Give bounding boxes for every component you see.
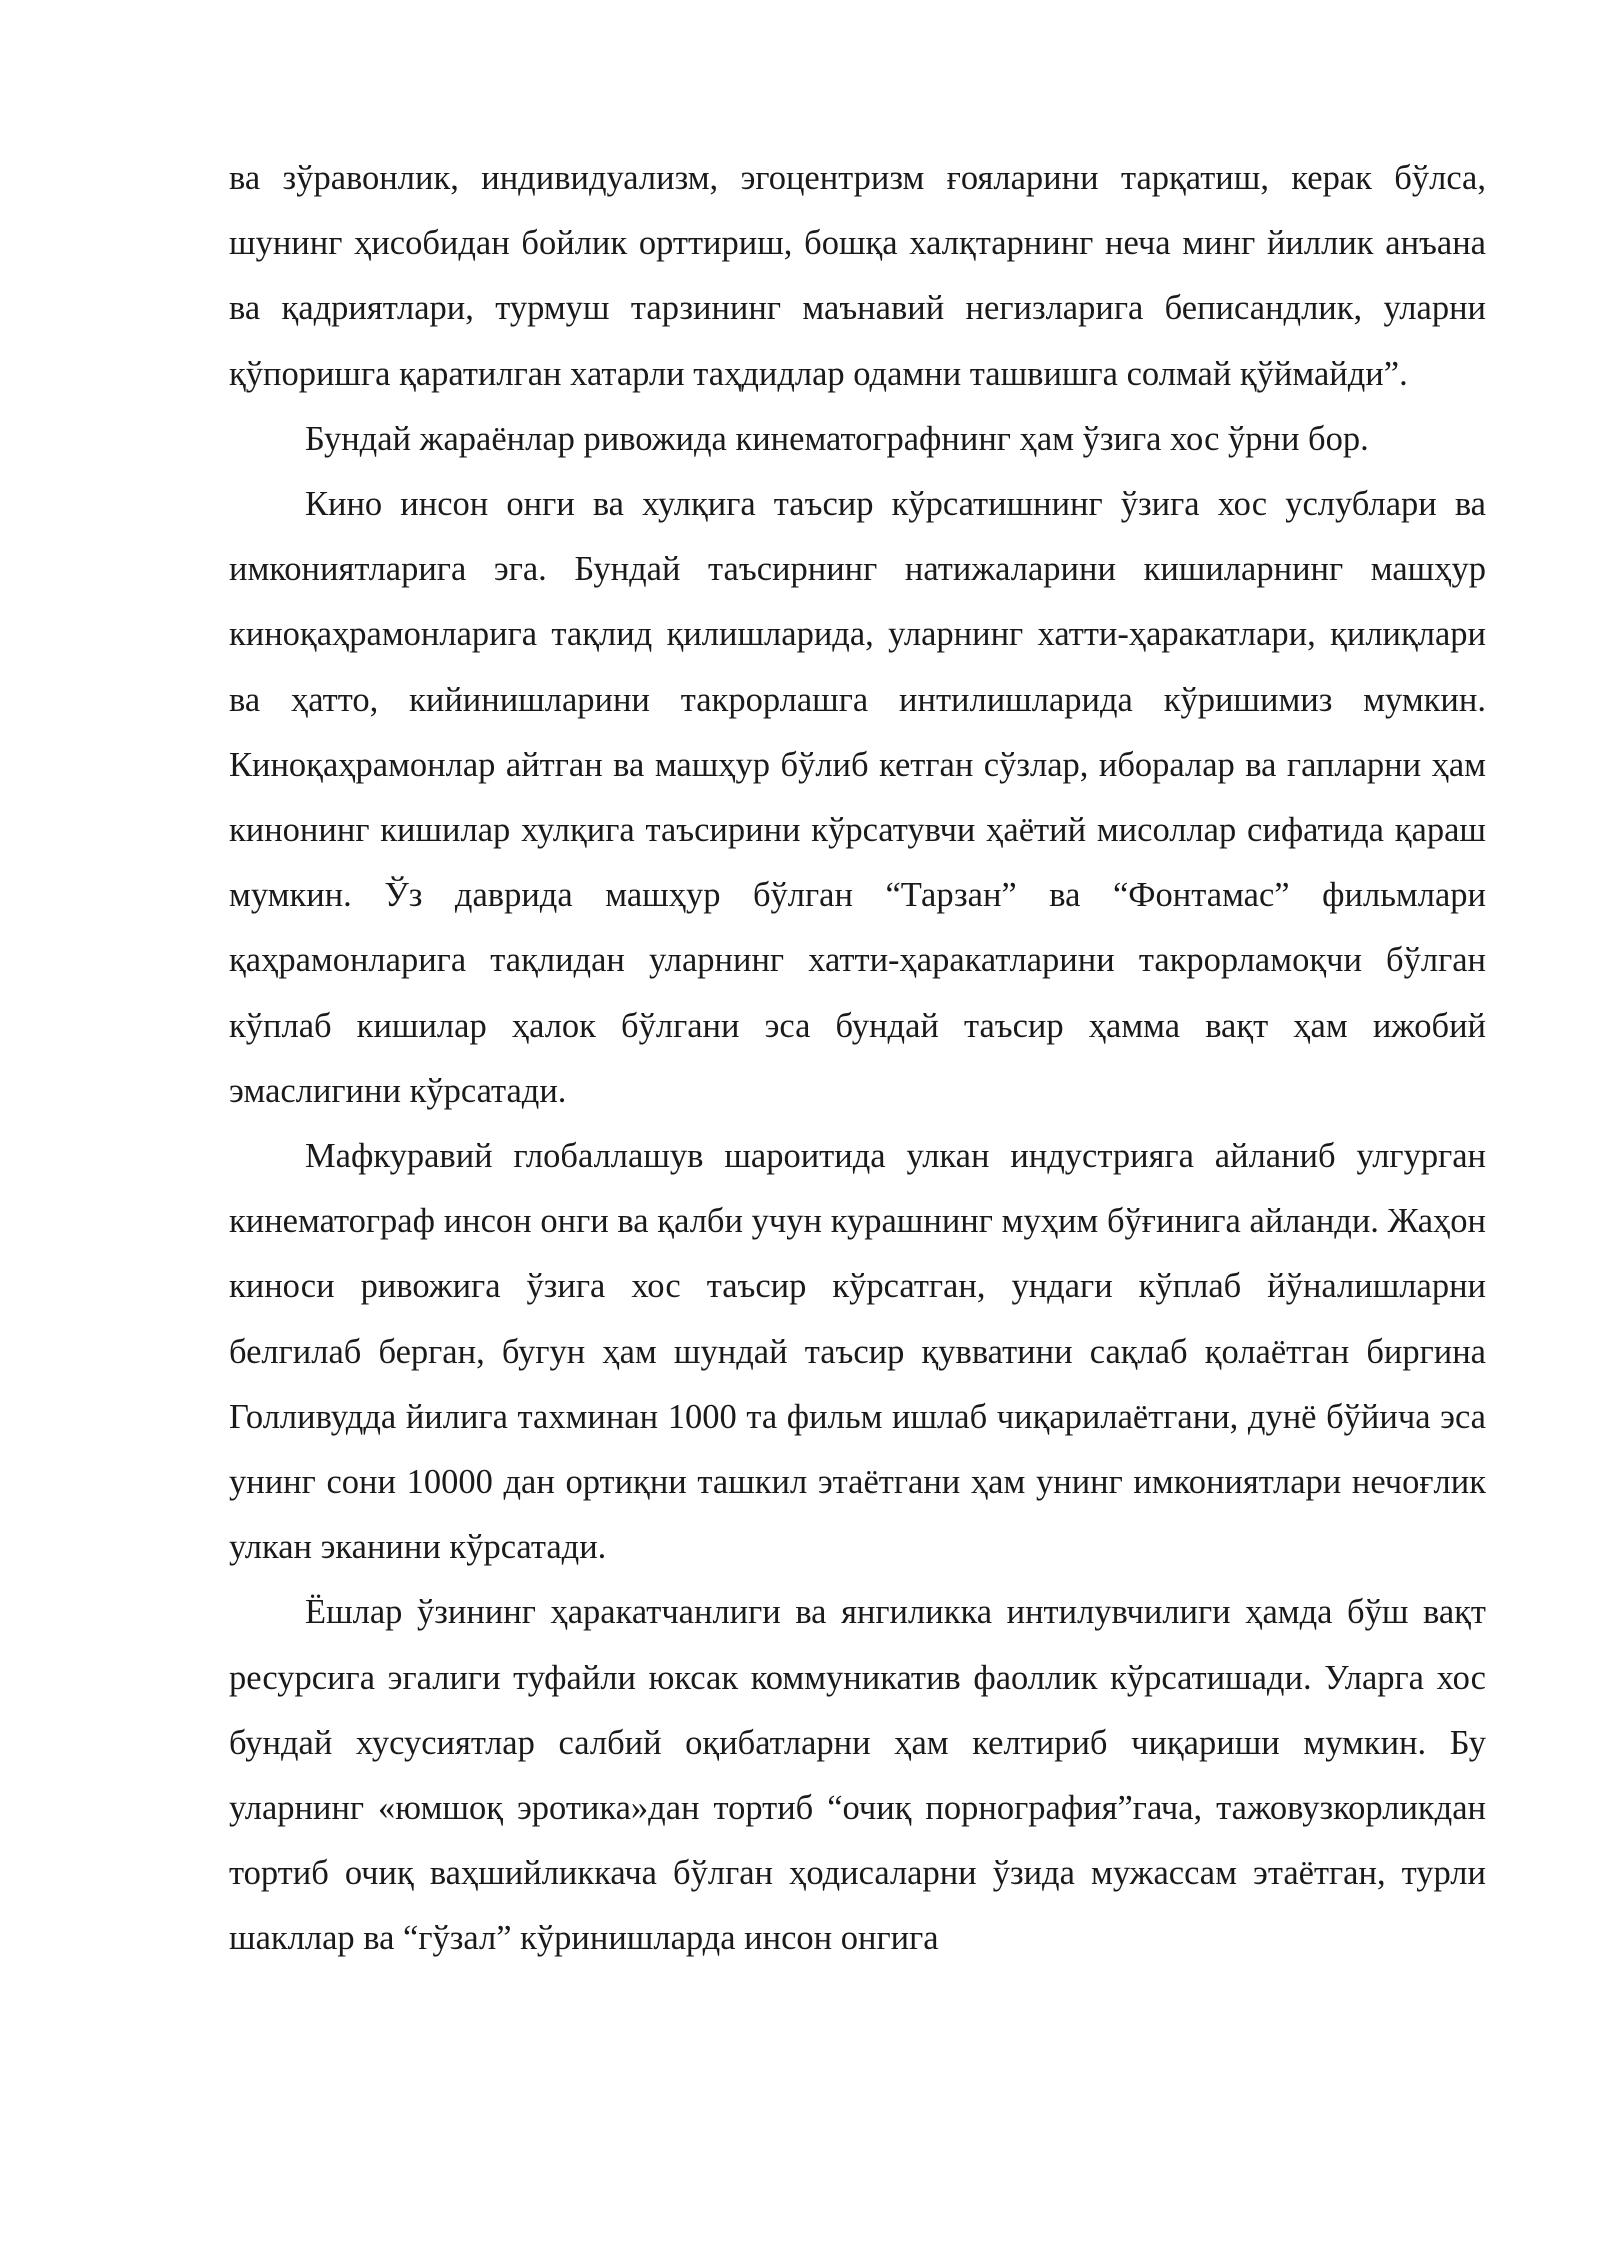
paragraph-ideological-globalization: Мафкуравий глобаллашув шароитида улкан индустрияга айланиб улгурган кинематограф инсон онги ва қалби учун курашнинг муҳим бўғинига айланди. Жаҳон киноси ривожига ўзига хос таъсир кўрсатган, ундаги кўплаб йўналишларни белгилаб берган, бугун ҳам шундай таъсир қувватини сақлаб қолаётган биргина Голливудда йилига тахминан 1000 та фильм ишлаб чиқарилаётгани, дунё бўйича эса унинг сони 10000 дан ортиқни ташкил этаётгани ҳам унинг имкониятлари нечоғлик улкан эканини кўрсатади. [229,1137,1486,1567]
paragraph-cinema-influence: Кино инсон онги ва хулқига таъсир кўрсатишнинг ўзига хос услублари ва имкониятларига эга. Бундай таъсирнинг натижаларини кишиларнинг машҳур киноқаҳрамонларига тақлид қилишларида, уларнинг хатти-ҳаракатлари, қилиқлари ва ҳатто, кийинишларини такрорлашга интилишларида кўришимиз мумкин. Киноқаҳрамонлар айтган ва машҳур бўлиб кетган сўзлар, иборалар ва гапларни ҳам кинонинг кишилар хулқига таъсирини кўрсатувчи ҳаётий мисоллар сифатида қараш мумкин. Ўз даврида машҳур бўлган “Тарзан” ва “Фонтамас” фильмлари қаҳрамонларига тақлидан уларнинг хатти-ҳаракатларини такрорламоқчи бўлган кўплаб кишилар ҳалок бўлгани эса бундай таъсир ҳамма вақт ҳам ижобий эмаслигини кўрсатади. [229,485,1486,1110]
paragraph-youth-activity: Ёшлар ўзининг ҳаракатчанлиги ва янгиликка интилувчилиги ҳамда бўш вақт ресурсига эгалиги туфайли юксак коммуникатив фаоллик кўрсатишади. Уларга хос бундай хусусиятлар салбий оқибатларни ҳам келтириб чиқариши мумкин. Бу уларнинг «юмшоқ эротика»дан тортиб “очиқ порнография”гача, тажовузкорликдан тортиб очиқ ваҳшийликкача бўлган ҳодисаларни ўзида мужассам этаётган, турли шакллар ва “гўзал” кўринишларда инсон онгига [229,1593,1486,1958]
paragraph-continuation: ва зўравонлик, индивидуализм, эгоцентризм ғояларини тарқатиш, керак бўлса, шунинг ҳисобидан бойлик орттириш, бошқа халқтарнинг неча минг йиллик анъана ва қадриятлари, турмуш тарзининг маънавий негизларига беписандлик, уларни қўпоришга қаратилган хатарли таҳдидлар одамни ташвишга солмай қўймайди”. [229,159,1486,393]
paragraph-cinematography-role: Бундай жараёнлар ривожида кинематографнинг ҳам ўзига хос ўрни бор. [305,419,1369,458]
body-text [229,146,1486,1972]
